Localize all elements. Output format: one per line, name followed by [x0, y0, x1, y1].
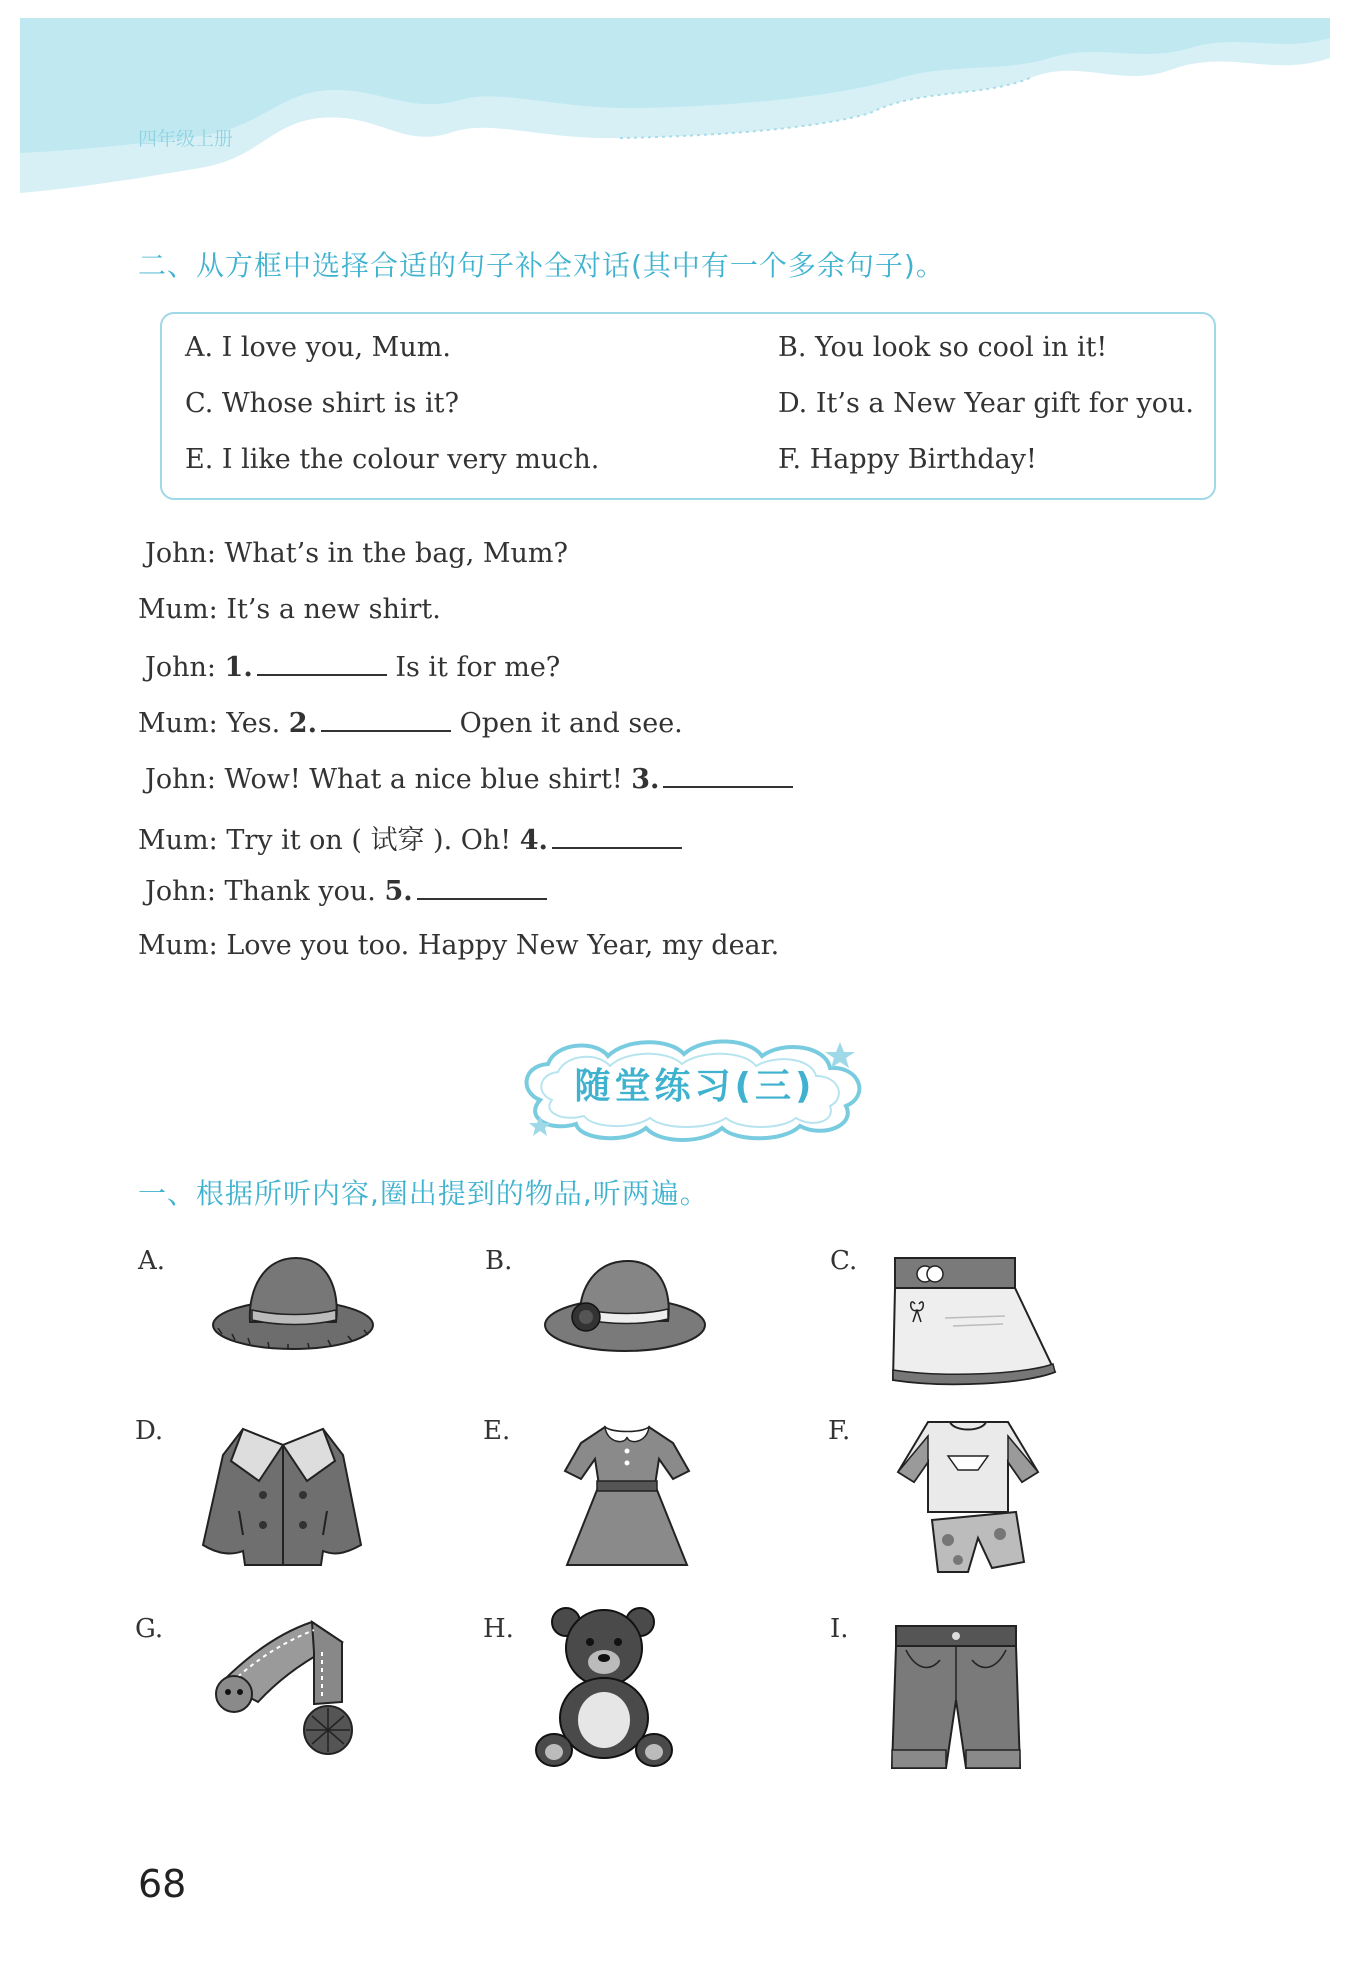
hat-icon[interactable]	[208, 1250, 378, 1355]
answer-blank-1[interactable]	[257, 650, 387, 676]
item-letter-c: C.	[830, 1246, 858, 1276]
teddy-bear-icon[interactable]	[532, 1600, 677, 1770]
practice-badge-title: 随堂练习(三)	[574, 1066, 816, 1107]
dialogue-line	[138, 706, 683, 739]
dialogue-text: Is it for me?	[386, 652, 561, 683]
dialogue-line	[138, 594, 441, 625]
item-letter-d: D.	[135, 1416, 164, 1446]
option-d: D. It’s a New Year gift for you.	[778, 388, 1194, 419]
dialogue-line	[145, 762, 793, 795]
shorts-icon[interactable]	[886, 1620, 1026, 1775]
answer-blank-5[interactable]	[417, 874, 547, 900]
skirt-icon[interactable]	[885, 1252, 1060, 1392]
answer-blank-2[interactable]	[321, 706, 451, 732]
dialogue-text: John: Thank you.	[145, 876, 385, 907]
dialogue-text: John: Wow! What a nice blue shirt!	[145, 764, 632, 795]
option-b: B. You look so cool in it!	[778, 332, 1108, 363]
grade-label: 四年级上册	[138, 128, 234, 150]
option-e: E. I like the colour very much.	[185, 444, 600, 475]
section-1-title: 一、根据所听内容,圈出提到的物品,听两遍。	[138, 1177, 709, 1210]
dialogue-text: John:	[145, 652, 225, 683]
header-band	[20, 18, 1330, 198]
scarf-icon[interactable]	[202, 1612, 367, 1762]
option-a: A. I love you, Mum.	[185, 332, 451, 363]
pyjamas-icon[interactable]	[888, 1412, 1048, 1582]
option-f: F. Happy Birthday!	[778, 444, 1037, 475]
coat-icon[interactable]	[193, 1415, 373, 1575]
blank-number: 1.	[224, 652, 253, 683]
section-2-title: 二、从方框中选择合适的句子补全对话(其中有一个多余句子)。	[138, 249, 945, 282]
blank-number: 2.	[288, 708, 317, 739]
dialogue-line	[138, 930, 779, 961]
dialogue-line	[138, 818, 682, 857]
answer-blank-3[interactable]	[663, 762, 793, 788]
dialogue-text: Open it and see.	[450, 708, 683, 739]
dialogue-text: Mum: Love you too. Happy New Year, my dear.	[138, 930, 780, 961]
answer-blank-4[interactable]	[552, 823, 682, 849]
item-letter-f: F.	[828, 1416, 851, 1446]
blank-number: 4.	[519, 825, 548, 856]
item-letter-b: B.	[485, 1246, 513, 1276]
blank-number: 3.	[631, 764, 660, 795]
dialogue-line	[145, 874, 547, 907]
item-letter-i: I.	[830, 1614, 849, 1644]
page-number: 68	[138, 1862, 187, 1906]
item-letter-a: A.	[138, 1246, 166, 1276]
dialogue-text: Mum: It’s a new shirt.	[138, 594, 441, 625]
dialogue-text: Mum: Yes.	[138, 708, 289, 739]
item-letter-h: H.	[483, 1614, 514, 1644]
dress-icon[interactable]	[555, 1415, 700, 1575]
dialogue-line	[145, 650, 560, 683]
dialogue-text: John: What’s in the bag, Mum?	[145, 538, 568, 569]
blank-number: 5.	[384, 876, 413, 907]
item-letter-g: G.	[135, 1614, 164, 1644]
dialogue-line	[145, 538, 568, 569]
option-c: C. Whose shirt is it?	[185, 388, 459, 419]
sun-hat-icon[interactable]	[545, 1261, 705, 1351]
item-letter-e: E.	[483, 1416, 511, 1446]
dialogue-text: Mum: Try it on ( 试穿 ). Oh!	[138, 825, 520, 856]
